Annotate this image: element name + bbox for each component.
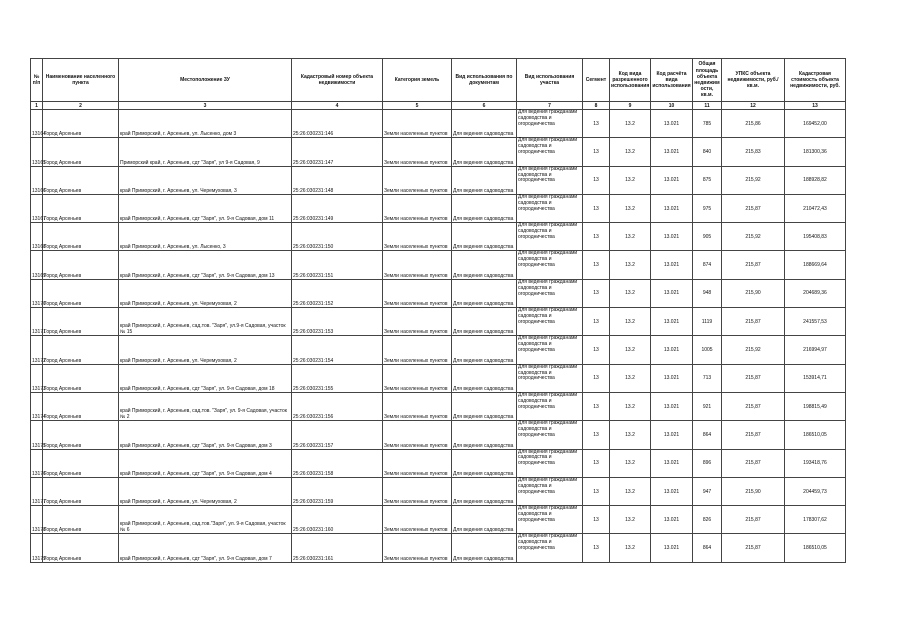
cell-place: Город Арсеньев (43, 251, 119, 279)
cell-doc: Для ведения садоводства (452, 449, 517, 477)
column-number: 11 (693, 102, 722, 110)
cell-n: 13174 (31, 392, 43, 420)
cell-n: 13167 (31, 194, 43, 222)
cell-loc: край Приморский, г. Арсеньев, сдт "Заря", ул. 9-я Садовая, дом 4 (119, 449, 292, 477)
cell-area: 875 (693, 166, 722, 194)
cell-area: 840 (693, 138, 722, 166)
cell-area: 874 (693, 251, 722, 279)
table-row (31, 223, 846, 251)
cell-area: 1119 (693, 308, 722, 336)
header-cell: Общая площадь объекта недвижим ости, кв.м. (693, 59, 722, 102)
cell-place: Город Арсеньев (43, 166, 119, 194)
cell-calc: 13.021 (651, 308, 693, 336)
cell-place: Город Арсеньев (43, 364, 119, 392)
cell-doc: Для ведения садоводства (452, 421, 517, 449)
cell-cost: 178307,62 (785, 506, 846, 534)
cell-seg: 13 (583, 251, 610, 279)
cell-seg: 13 (583, 449, 610, 477)
cell-calc: 13.021 (651, 138, 693, 166)
cell-place: Город Арсеньев (43, 477, 119, 505)
cell-place: Город Арсеньев (43, 392, 119, 420)
cell-doc: Для ведения садоводства (452, 194, 517, 222)
column-number: 8 (583, 102, 610, 110)
cell-loc: Приморский край, г. Арсеньев, сдт "Заря", ул 9-я Садовая, 9 (119, 138, 292, 166)
cell-upks: 215,87 (722, 364, 785, 392)
header-cell: Сегмент (583, 59, 610, 102)
cell-code: 13.2 (610, 421, 651, 449)
cell-cad: 25:26:030231:149 (292, 194, 383, 222)
table-row (31, 194, 846, 222)
cell-place: Город Арсеньев (43, 279, 119, 307)
cell-place: Город Арсеньев (43, 449, 119, 477)
table-row (31, 251, 846, 279)
header-cell: № п/п (31, 59, 43, 102)
cell-use: Для ведения гражданами садоводства и огородничества (517, 251, 583, 279)
cell-cost: 204459,73 (785, 477, 846, 505)
cell-use: Для ведения гражданами садоводства и огородничества (517, 477, 583, 505)
column-number: 13 (785, 102, 846, 110)
cell-cad: 25:26:030231:155 (292, 364, 383, 392)
cell-loc: край Приморский, г. Арсеньев, сдт "Заря", ул. 9-я Садовая, дом 18 (119, 364, 292, 392)
cell-area: 905 (693, 223, 722, 251)
cell-loc: край Приморский, г. Арсеньев, сад.тов."Заря", ул. 9-я Садовая, участок № 6 (119, 506, 292, 534)
table-row (31, 138, 846, 166)
cell-calc: 13.021 (651, 421, 693, 449)
cell-calc: 13.021 (651, 251, 693, 279)
cell-calc: 13.021 (651, 279, 693, 307)
cell-use: Для ведения гражданами садоводства и огородничества (517, 223, 583, 251)
cell-upks: 215,92 (722, 223, 785, 251)
header-cell: Наименование населенного пункта (43, 59, 119, 102)
cell-n: 13169 (31, 251, 43, 279)
header-cell: Местоположение ЗУ (119, 59, 292, 102)
cell-calc: 13.021 (651, 534, 693, 562)
cell-cad: 25:26:030231:151 (292, 251, 383, 279)
cell-cost: 195408,83 (785, 223, 846, 251)
table-row (31, 534, 846, 562)
header-cell: Категория земель (383, 59, 452, 102)
cell-use: Для ведения гражданами садоводства и огородничества (517, 138, 583, 166)
cell-calc: 13.021 (651, 194, 693, 222)
cell-code: 13.2 (610, 194, 651, 222)
cell-code: 13.2 (610, 392, 651, 420)
cell-area: 826 (693, 506, 722, 534)
cell-doc: Для ведения садоводства (452, 477, 517, 505)
header-cell: УПКС объекта недвижимости, руб./кв.м. (722, 59, 785, 102)
cell-loc: край Приморский, г. Арсеньев, сдт "Заря", ул. 9-я Садовая, дом 11 (119, 194, 292, 222)
cadastral-value-table (30, 58, 846, 563)
cell-cat: Земли населенных пунктов (383, 477, 452, 505)
cell-n: 13173 (31, 364, 43, 392)
cell-use: Для ведения гражданами садоводства и огородничества (517, 392, 583, 420)
cell-use: Для ведения гражданами садоводства и огородничества (517, 364, 583, 392)
cell-code: 13.2 (610, 279, 651, 307)
column-number-row (31, 102, 846, 110)
cell-cost: 186510,05 (785, 421, 846, 449)
cell-cost: 153914,71 (785, 364, 846, 392)
cell-cad: 25:26:030231:157 (292, 421, 383, 449)
cell-cat: Земли населенных пунктов (383, 223, 452, 251)
cell-loc: край Приморский, г. Арсеньев, сдт "Заря", ул. 9-я Садовая, дом 7 (119, 534, 292, 562)
cell-code: 13.2 (610, 251, 651, 279)
cell-seg: 13 (583, 477, 610, 505)
cell-use: Для ведения гражданами садоводства и огородничества (517, 166, 583, 194)
cell-cad: 25:26:030231:153 (292, 308, 383, 336)
table-row (31, 336, 846, 364)
cell-doc: Для ведения садоводства (452, 336, 517, 364)
cell-doc: Для ведения садоводства (452, 534, 517, 562)
cell-upks: 215,90 (722, 279, 785, 307)
cell-code: 13.2 (610, 506, 651, 534)
cell-loc: край Приморский, г. Арсеньев, ул. Черемуховая, 3 (119, 166, 292, 194)
cell-place: Город Арсеньев (43, 308, 119, 336)
header-cell: Вид использования участка (517, 59, 583, 102)
table-body (31, 110, 846, 563)
cell-loc: край Приморский, г. Арсеньев, сдт "Заря", ул. 9-я Садовая, дом 13 (119, 251, 292, 279)
cell-upks: 215,92 (722, 336, 785, 364)
cell-doc: Для ведения садоводства (452, 223, 517, 251)
cell-place: Город Арсеньев (43, 534, 119, 562)
cell-loc: край Приморский, г. Арсеньев, ул. Лысенко, дом 3 (119, 110, 292, 138)
cell-cad: 25:26:030231:154 (292, 336, 383, 364)
header-cell: Код вида разрешенного использования (610, 59, 651, 102)
cell-cad: 25:26:030231:152 (292, 279, 383, 307)
cell-cad: 25:26:030231:161 (292, 534, 383, 562)
cell-calc: 13.021 (651, 477, 693, 505)
cell-upks: 215,87 (722, 421, 785, 449)
cell-code: 13.2 (610, 223, 651, 251)
table-row (31, 110, 846, 138)
cell-cost: 169452,00 (785, 110, 846, 138)
cell-n: 13168 (31, 223, 43, 251)
cell-cost: 181300,36 (785, 138, 846, 166)
cell-cat: Земли населенных пунктов (383, 392, 452, 420)
cell-code: 13.2 (610, 138, 651, 166)
cell-cat: Земли населенных пунктов (383, 110, 452, 138)
cell-doc: Для ведения садоводства (452, 138, 517, 166)
cell-calc: 13.021 (651, 392, 693, 420)
cell-upks: 215,87 (722, 506, 785, 534)
cell-use: Для ведения гражданами садоводства и огородничества (517, 449, 583, 477)
column-number: 3 (119, 102, 292, 110)
cell-code: 13.2 (610, 449, 651, 477)
cell-loc: край Приморский, г. Арсеньев, ул. Черемуховая, 2 (119, 336, 292, 364)
cell-loc: край Приморский, г. Арсеньев, сад.тов. "Заря", ул. 9-я Садовая, участок № 2 (119, 392, 292, 420)
cell-seg: 13 (583, 110, 610, 138)
cell-upks: 215,87 (722, 534, 785, 562)
cell-use: Для ведения гражданами садоводства и огородничества (517, 308, 583, 336)
table-row (31, 364, 846, 392)
cell-area: 947 (693, 477, 722, 505)
column-number: 10 (651, 102, 693, 110)
cell-use: Для ведения гражданами садоводства и огородничества (517, 110, 583, 138)
cell-calc: 13.021 (651, 336, 693, 364)
cell-cad: 25:26:030231:150 (292, 223, 383, 251)
cell-area: 864 (693, 534, 722, 562)
cell-area: 713 (693, 364, 722, 392)
cell-cost: 204689,36 (785, 279, 846, 307)
cell-doc: Для ведения садоводства (452, 392, 517, 420)
header-cell: Вид использования по документам (452, 59, 517, 102)
cell-use: Для ведения гражданами садоводства и огородничества (517, 194, 583, 222)
cell-calc: 13.021 (651, 449, 693, 477)
cell-place: Город Арсеньев (43, 138, 119, 166)
cell-cat: Земли населенных пунктов (383, 251, 452, 279)
cell-cost: 188928,82 (785, 166, 846, 194)
cell-seg: 13 (583, 336, 610, 364)
cell-n: 13179 (31, 534, 43, 562)
cell-seg: 13 (583, 364, 610, 392)
cell-n: 13166 (31, 166, 43, 194)
cell-n: 13176 (31, 449, 43, 477)
cell-use: Для ведения гражданами садоводства и огородничества (517, 279, 583, 307)
cell-cost: 193418,76 (785, 449, 846, 477)
cell-upks: 215,87 (722, 308, 785, 336)
cell-cost: 186510,05 (785, 534, 846, 562)
cell-use: Для ведения гражданами садоводства и огородничества (517, 534, 583, 562)
cell-code: 13.2 (610, 534, 651, 562)
cell-doc: Для ведения садоводства (452, 364, 517, 392)
cell-cat: Земли населенных пунктов (383, 194, 452, 222)
column-number: 1 (31, 102, 43, 110)
header-cell: Код расчёта вида использования (651, 59, 693, 102)
cell-loc: край Приморский, г. Арсеньев, ул. Черемуховая, 2 (119, 279, 292, 307)
cell-cat: Земли населенных пунктов (383, 279, 452, 307)
cell-use: Для ведения гражданами садоводства и огородничества (517, 421, 583, 449)
cell-code: 13.2 (610, 477, 651, 505)
cell-place: Город Арсеньев (43, 421, 119, 449)
cell-use: Для ведения гражданами садоводства и огородничества (517, 336, 583, 364)
cell-upks: 215,92 (722, 166, 785, 194)
cell-place: Город Арсеньев (43, 194, 119, 222)
column-number: 4 (292, 102, 383, 110)
column-number: 2 (43, 102, 119, 110)
cell-doc: Для ведения садоводства (452, 251, 517, 279)
cell-area: 921 (693, 392, 722, 420)
header-cell: Кадастровый номер объекта недвижимости (292, 59, 383, 102)
column-number: 9 (610, 102, 651, 110)
table-row (31, 477, 846, 505)
cell-area: 785 (693, 110, 722, 138)
cell-code: 13.2 (610, 110, 651, 138)
cell-code: 13.2 (610, 336, 651, 364)
table-row (31, 392, 846, 420)
header-cell: Кадастровая стоимость объекта недвижимости, руб. (785, 59, 846, 102)
cell-seg: 13 (583, 534, 610, 562)
cell-cad: 25:26:030231:146 (292, 110, 383, 138)
table-row (31, 449, 846, 477)
cell-cat: Земли населенных пунктов (383, 166, 452, 194)
cell-seg: 13 (583, 166, 610, 194)
cell-cad: 25:26:030231:156 (292, 392, 383, 420)
cell-area: 948 (693, 279, 722, 307)
cell-cost: 210472,43 (785, 194, 846, 222)
cell-cost: 216994,97 (785, 336, 846, 364)
cell-area: 1005 (693, 336, 722, 364)
cell-loc: край Приморский, г. Арсеньев, ул. Черемуховая, 2 (119, 477, 292, 505)
cell-seg: 13 (583, 194, 610, 222)
cell-doc: Для ведения садоводства (452, 279, 517, 307)
cell-upks: 215,83 (722, 138, 785, 166)
cell-seg: 13 (583, 138, 610, 166)
table-row (31, 308, 846, 336)
cell-cad: 25:26:030231:159 (292, 477, 383, 505)
cell-code: 13.2 (610, 166, 651, 194)
cell-cat: Земли населенных пунктов (383, 336, 452, 364)
cell-calc: 13.021 (651, 166, 693, 194)
cell-place: Город Арсеньев (43, 336, 119, 364)
cell-calc: 13.021 (651, 110, 693, 138)
cell-upks: 215,87 (722, 251, 785, 279)
cell-upks: 215,86 (722, 110, 785, 138)
cell-cat: Земли населенных пунктов (383, 364, 452, 392)
cell-cad: 25:26:030231:148 (292, 166, 383, 194)
cell-cad: 25:26:030231:158 (292, 449, 383, 477)
cell-seg: 13 (583, 392, 610, 420)
cell-cost: 198815,49 (785, 392, 846, 420)
cell-n: 13164 (31, 110, 43, 138)
cell-seg: 13 (583, 421, 610, 449)
cell-cat: Земли населенных пунктов (383, 534, 452, 562)
cell-cat: Земли населенных пунктов (383, 421, 452, 449)
cell-place: Город Арсеньев (43, 506, 119, 534)
cell-cost: 188669,64 (785, 251, 846, 279)
cell-upks: 215,87 (722, 392, 785, 420)
table-row (31, 166, 846, 194)
cell-doc: Для ведения садоводства (452, 166, 517, 194)
cell-doc: Для ведения садоводства (452, 308, 517, 336)
cell-upks: 215,87 (722, 449, 785, 477)
cell-cad: 25:26:030231:147 (292, 138, 383, 166)
cell-use: Для ведения гражданами садоводства и огородничества (517, 506, 583, 534)
cell-area: 896 (693, 449, 722, 477)
cell-area: 864 (693, 421, 722, 449)
cell-n: 13178 (31, 506, 43, 534)
cell-n: 13171 (31, 308, 43, 336)
table-row (31, 506, 846, 534)
cell-code: 13.2 (610, 308, 651, 336)
cell-place: Город Арсеньев (43, 110, 119, 138)
cell-calc: 13.021 (651, 506, 693, 534)
cell-doc: Для ведения садоводства (452, 506, 517, 534)
cell-n: 13177 (31, 477, 43, 505)
cell-n: 13175 (31, 421, 43, 449)
cell-area: 975 (693, 194, 722, 222)
cell-seg: 13 (583, 279, 610, 307)
cell-upks: 215,87 (722, 194, 785, 222)
column-number: 5 (383, 102, 452, 110)
cell-cat: Земли населенных пунктов (383, 449, 452, 477)
cell-cad: 25:26:030231:160 (292, 506, 383, 534)
cell-loc: край Приморский, г. Арсеньев, ул. Лысенко, 3 (119, 223, 292, 251)
cell-cat: Земли населенных пунктов (383, 138, 452, 166)
cell-cat: Земли населенных пунктов (383, 308, 452, 336)
column-number: 7 (517, 102, 583, 110)
table-row (31, 279, 846, 307)
cell-loc: край Приморский, г. Арсеньев, сад.тов. "Заря", ул.9-я Садовая, участок № 15 (119, 308, 292, 336)
cell-seg: 13 (583, 308, 610, 336)
cell-calc: 13.021 (651, 364, 693, 392)
column-number: 12 (722, 102, 785, 110)
cell-n: 13170 (31, 279, 43, 307)
cell-n: 13165 (31, 138, 43, 166)
column-number: 6 (452, 102, 517, 110)
cell-seg: 13 (583, 223, 610, 251)
cell-upks: 215,90 (722, 477, 785, 505)
cell-doc: Для ведения садоводства (452, 110, 517, 138)
header-row (31, 59, 846, 102)
cell-calc: 13.021 (651, 223, 693, 251)
cell-cat: Земли населенных пунктов (383, 506, 452, 534)
cell-place: Город Арсеньев (43, 223, 119, 251)
cell-seg: 13 (583, 506, 610, 534)
cell-n: 13172 (31, 336, 43, 364)
table-row (31, 421, 846, 449)
cell-cost: 241557,53 (785, 308, 846, 336)
cell-code: 13.2 (610, 364, 651, 392)
cell-loc: край Приморский, г. Арсеньев, сдт "Заря", ул. 9-я Садовая, дом 3 (119, 421, 292, 449)
